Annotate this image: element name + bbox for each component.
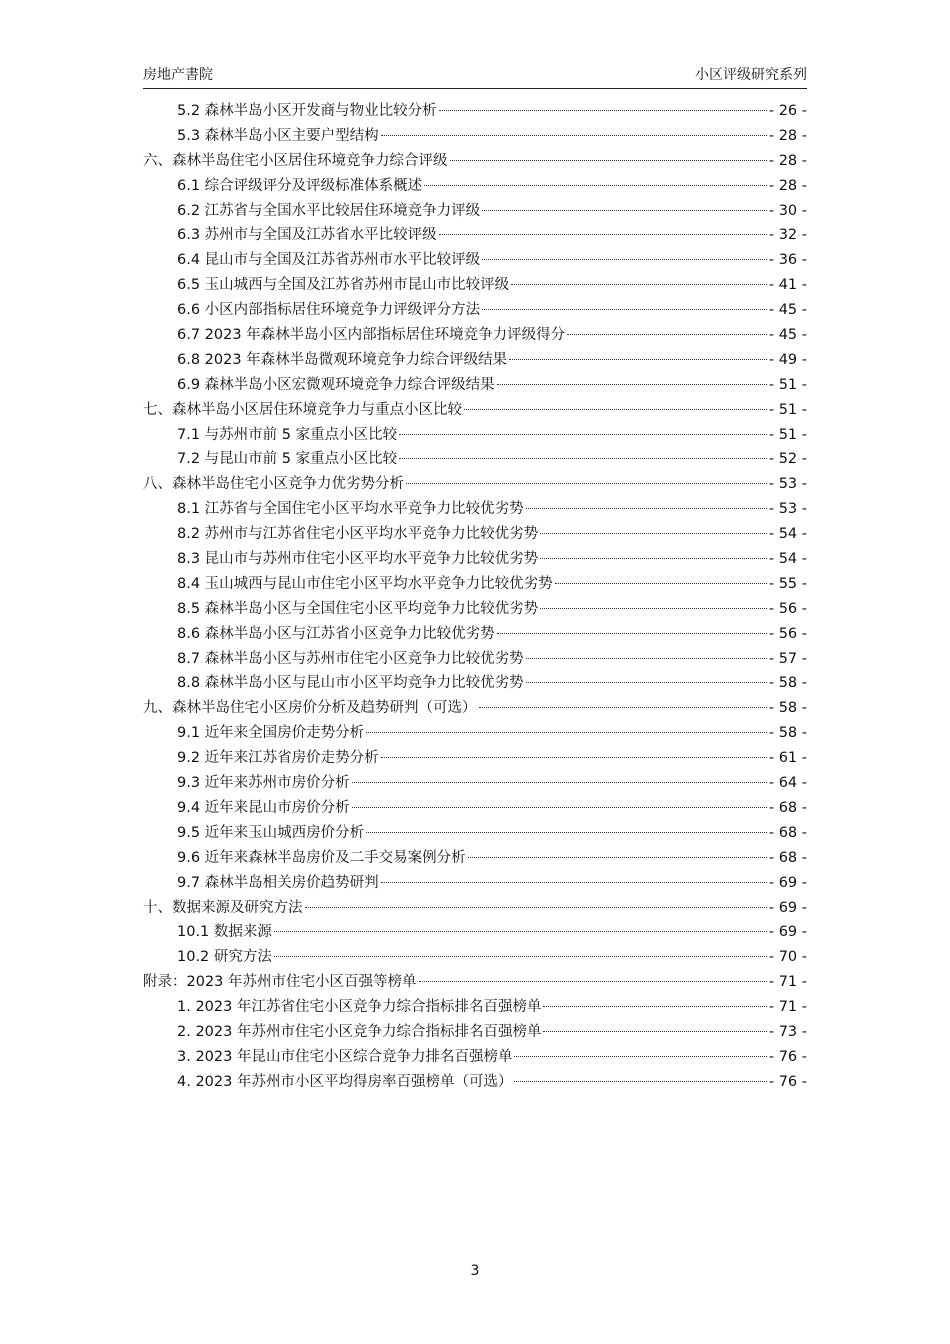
toc-leader-dots (399, 457, 767, 459)
toc-entry-title: 9.2 近年来江苏省房价走势分析 (177, 750, 379, 767)
toc-leader-dots (468, 856, 767, 858)
toc-entry-page: - 76 - (768, 1073, 807, 1090)
toc-entry[interactable] (143, 1070, 807, 1095)
toc-entry-page: - 26 - (768, 103, 807, 119)
toc-entry[interactable] (143, 945, 807, 970)
toc-entry-page: - 64 - (768, 775, 807, 792)
toc-leader-dots (464, 408, 767, 410)
toc-entry-page: - 56 - (768, 600, 807, 617)
toc-entry[interactable] (143, 796, 807, 821)
toc-leader-dots (305, 906, 767, 908)
toc-entry-title: 9.1 近年来全国房价走势分析 (177, 725, 365, 742)
toc-entry-page: - 45 - (768, 302, 807, 319)
toc-entry-page: - 45 - (768, 327, 807, 344)
toc-leader-dots (567, 333, 767, 335)
toc-entry[interactable] (143, 223, 807, 248)
toc-entry[interactable] (143, 721, 807, 746)
toc-entry-title: 1. 2023 年江苏省住宅小区竞争力综合指标排名百强榜单 (177, 999, 542, 1016)
toc-entry-title: 9.3 近年来苏州市房价分析 (177, 775, 350, 792)
toc-entry-page: - 41 - (768, 277, 807, 294)
toc-entry-page: - 56 - (768, 625, 807, 642)
toc-entry-page: - 69 - (768, 924, 807, 941)
toc-entry[interactable] (143, 423, 807, 448)
toc-entry-title: 7.1 与苏州市前 5 家重点小区比较 (177, 426, 398, 443)
toc-entry-title: 8.2 苏州市与江苏省住宅小区平均水平竞争力比较优劣势 (177, 526, 539, 543)
toc-leader-dots (514, 1080, 766, 1082)
toc-leader-dots (381, 881, 767, 883)
toc-entry-title: 六、森林半岛住宅小区居住环境竞争力综合评级 (143, 152, 448, 169)
toc-leader-dots (381, 756, 767, 758)
toc-entry-page: - 28 - (768, 177, 807, 194)
toc-entry-title: 10.2 研究方法 (177, 949, 272, 966)
toc-entry-title: 6.6 小区内部指标居住环境竞争力评级评分方法 (177, 302, 481, 319)
toc-entry-page: - 71 - (768, 999, 807, 1016)
toc-entry-title: 九、森林半岛住宅小区房价分析及趋势研判（可选） (143, 700, 477, 717)
toc-entry[interactable] (143, 199, 807, 224)
toc-leader-dots (406, 482, 767, 484)
toc-leader-dots (352, 781, 767, 783)
toc-entry-page: - 68 - (768, 799, 807, 816)
toc-entry[interactable] (143, 1045, 807, 1070)
toc-entry[interactable] (143, 373, 807, 398)
toc-leader-dots (482, 258, 767, 260)
toc-entry-page: - 58 - (768, 700, 807, 717)
toc-entry-title: 6.7 2023 年森林半岛小区内部指标居住环境竞争力评级得分 (177, 327, 566, 344)
toc-entry-page: - 57 - (768, 650, 807, 667)
toc-leader-dots (482, 308, 767, 310)
toc-entry-title: 9.7 森林半岛相关房价趋势研判 (177, 874, 379, 891)
toc-leader-dots (419, 980, 767, 982)
toc-entry-title: 8.4 玉山城西与昆山市住宅小区平均水平竞争力比较优劣势 (177, 575, 553, 592)
header-series: 小区评级研究系列 (695, 67, 807, 83)
toc-entry[interactable] (143, 323, 807, 348)
toc-entry-page: - 69 - (768, 874, 807, 891)
toc-leader-dots (482, 209, 767, 211)
toc-entry-page: - 28 - (768, 152, 807, 169)
page-number: 3 (470, 1263, 480, 1279)
toc-entry[interactable] (143, 622, 807, 647)
toc-entry-page: - 30 - (768, 202, 807, 219)
toc-entry-page: - 68 - (768, 849, 807, 866)
toc-entry-page: - 49 - (768, 351, 807, 368)
toc-entry[interactable] (143, 821, 807, 846)
toc-leader-dots (352, 806, 767, 808)
toc-entry-page: - 69 - (768, 899, 807, 916)
toc-entry[interactable] (143, 597, 807, 622)
toc-entry[interactable] (143, 970, 807, 995)
toc-entry-page: - 55 - (768, 575, 807, 592)
toc-entry[interactable] (143, 572, 807, 597)
toc-entry-page: - 51 - (768, 376, 807, 393)
toc-entry-title: 6.9 森林半岛小区宏微观环境竞争力综合评级结果 (177, 376, 495, 393)
toc-entry[interactable] (143, 248, 807, 273)
toc-leader-dots (366, 831, 767, 833)
toc-leader-dots (509, 358, 767, 360)
toc-leader-dots (511, 283, 767, 285)
toc-entry-title: 4. 2023 年苏州市小区平均得房率百强榜单（可选） (177, 1073, 513, 1090)
toc-leader-dots (497, 383, 767, 385)
toc-entry[interactable] (143, 149, 807, 174)
toc-entry-title: 6.2 江苏省与全国水平比较居住环境竞争力评级 (177, 202, 481, 219)
toc-entry[interactable] (143, 298, 807, 323)
toc-entry[interactable] (143, 771, 807, 796)
toc-leader-dots (439, 109, 767, 111)
toc-entry[interactable] (143, 746, 807, 771)
toc-leader-dots (274, 955, 767, 957)
toc-entry-title: 6.1 综合评级评分及评级标准体系概述 (177, 177, 423, 194)
toc-entry-title: 10.1 数据来源 (177, 924, 272, 941)
toc-entry[interactable] (143, 447, 807, 472)
header-publisher: 房地产書院 (143, 67, 213, 83)
toc-leader-dots (366, 731, 767, 733)
toc-leader-dots (514, 1055, 766, 1057)
toc-entry-title: 2. 2023 年苏州市住宅小区竞争力综合指标排名百强榜单 (177, 1023, 542, 1040)
toc-entry-title: 6.4 昆山市与全国及江苏省苏州市水平比较评级 (177, 252, 481, 269)
toc-entry-title: 8.7 森林半岛小区与苏州市住宅小区竞争力比较优劣势 (177, 650, 524, 667)
toc-entry[interactable] (143, 846, 807, 871)
toc-entry-page: - 58 - (768, 725, 807, 742)
toc-leader-dots (274, 930, 767, 932)
toc-entry-page: - 32 - (768, 227, 807, 244)
toc-entry-page: - 51 - (768, 426, 807, 443)
toc-entry[interactable] (143, 472, 807, 497)
toc-entry-title: 6.3 苏州市与全国及江苏省水平比较评级 (177, 227, 437, 244)
table-of-contents (143, 99, 807, 1095)
toc-leader-dots (526, 507, 767, 509)
toc-entry[interactable] (143, 995, 807, 1020)
toc-entry[interactable] (143, 696, 807, 721)
toc-entry-page: - 71 - (768, 974, 807, 991)
toc-leader-dots (543, 1030, 766, 1032)
toc-entry[interactable] (143, 920, 807, 945)
toc-entry-title: 8.5 森林半岛小区与全国住宅小区平均竞争力比较优劣势 (177, 600, 539, 617)
toc-leader-dots (526, 657, 767, 659)
toc-leader-dots (555, 582, 767, 584)
toc-entry-title: 9.4 近年来昆山市房价分析 (177, 799, 350, 816)
toc-leader-dots (450, 159, 767, 161)
toc-entry[interactable] (143, 896, 807, 921)
toc-entry[interactable] (143, 522, 807, 547)
toc-entry-title: 附录：2023 年苏州市住宅小区百强等榜单 (143, 974, 417, 991)
toc-entry-page: - 61 - (768, 750, 807, 767)
toc-entry[interactable] (143, 871, 807, 896)
toc-entry-page: - 53 - (768, 501, 807, 518)
toc-leader-dots (424, 184, 767, 186)
toc-entry-page: - 58 - (768, 675, 807, 692)
toc-leader-dots (497, 632, 767, 634)
toc-entry-page: - 36 - (768, 252, 807, 269)
toc-entry-title: 8.1 江苏省与全国住宅小区平均水平竞争力比较优劣势 (177, 501, 524, 518)
toc-entry[interactable] (143, 671, 807, 696)
toc-leader-dots (381, 134, 767, 136)
toc-leader-dots (540, 557, 767, 559)
toc-entry-title: 8.3 昆山市与苏州市住宅小区平均水平竞争力比较优劣势 (177, 551, 539, 568)
toc-leader-dots (399, 433, 767, 435)
toc-entry-title: 8.8 森林半岛小区与昆山市小区平均竞争力比较优劣势 (177, 675, 524, 692)
toc-entry[interactable] (143, 497, 807, 522)
toc-entry-page: - 54 - (768, 526, 807, 543)
toc-entry-title: 七、森林半岛小区居住环境竞争力与重点小区比较 (143, 401, 462, 418)
toc-entry[interactable] (143, 124, 807, 149)
toc-entry-page: - 51 - (768, 401, 807, 418)
toc-entry-title: 6.8 2023 年森林半岛微观环境竞争力综合评级结果 (177, 351, 508, 368)
toc-entry-title: 十、数据来源及研究方法 (143, 899, 303, 916)
toc-leader-dots (540, 607, 767, 609)
toc-entry[interactable] (143, 348, 807, 373)
toc-leader-dots (526, 681, 767, 683)
page-header (143, 64, 807, 89)
toc-entry-title: 7.2 与昆山市前 5 家重点小区比较 (177, 451, 398, 468)
toc-entry[interactable] (143, 647, 807, 672)
toc-entry-page: - 73 - (768, 1023, 807, 1040)
toc-entry[interactable] (143, 1020, 807, 1045)
toc-leader-dots (540, 532, 767, 534)
toc-entry-title: 3. 2023 年昆山市住宅小区综合竞争力排名百强榜单 (177, 1048, 513, 1065)
toc-entry-page: - 53 - (768, 476, 807, 493)
toc-leader-dots (479, 706, 767, 708)
toc-entry-page: - 70 - (768, 949, 807, 966)
toc-entry-title: 6.5 玉山城西与全国及江苏省苏州市昆山市比较评级 (177, 277, 510, 294)
toc-leader-dots (543, 1005, 766, 1007)
toc-entry-title: 9.5 近年来玉山城西房价分析 (177, 824, 365, 841)
toc-entry-title: 9.6 近年来森林半岛房价及二手交易案例分析 (177, 849, 466, 866)
toc-entry[interactable] (143, 547, 807, 572)
toc-entry-title: 8.6 森林半岛小区与江苏省小区竞争力比较优劣势 (177, 625, 495, 642)
toc-entry[interactable] (143, 398, 807, 423)
toc-entry-page: - 76 - (768, 1048, 807, 1065)
toc-entry-page: - 28 - (768, 127, 807, 144)
toc-entry[interactable] (143, 99, 807, 124)
toc-entry[interactable] (143, 273, 807, 298)
toc-entry-title: 5.2 森林半岛小区开发商与物业比较分析 (177, 103, 437, 119)
toc-entry[interactable] (143, 174, 807, 199)
toc-entry-title: 八、森林半岛住宅小区竞争力优劣势分析 (143, 476, 404, 493)
toc-entry-title: 5.3 森林半岛小区主要户型结构 (177, 127, 379, 144)
toc-entry-page: - 68 - (768, 824, 807, 841)
toc-entry-page: - 54 - (768, 551, 807, 568)
toc-leader-dots (439, 233, 767, 235)
toc-entry-page: - 52 - (768, 451, 807, 468)
